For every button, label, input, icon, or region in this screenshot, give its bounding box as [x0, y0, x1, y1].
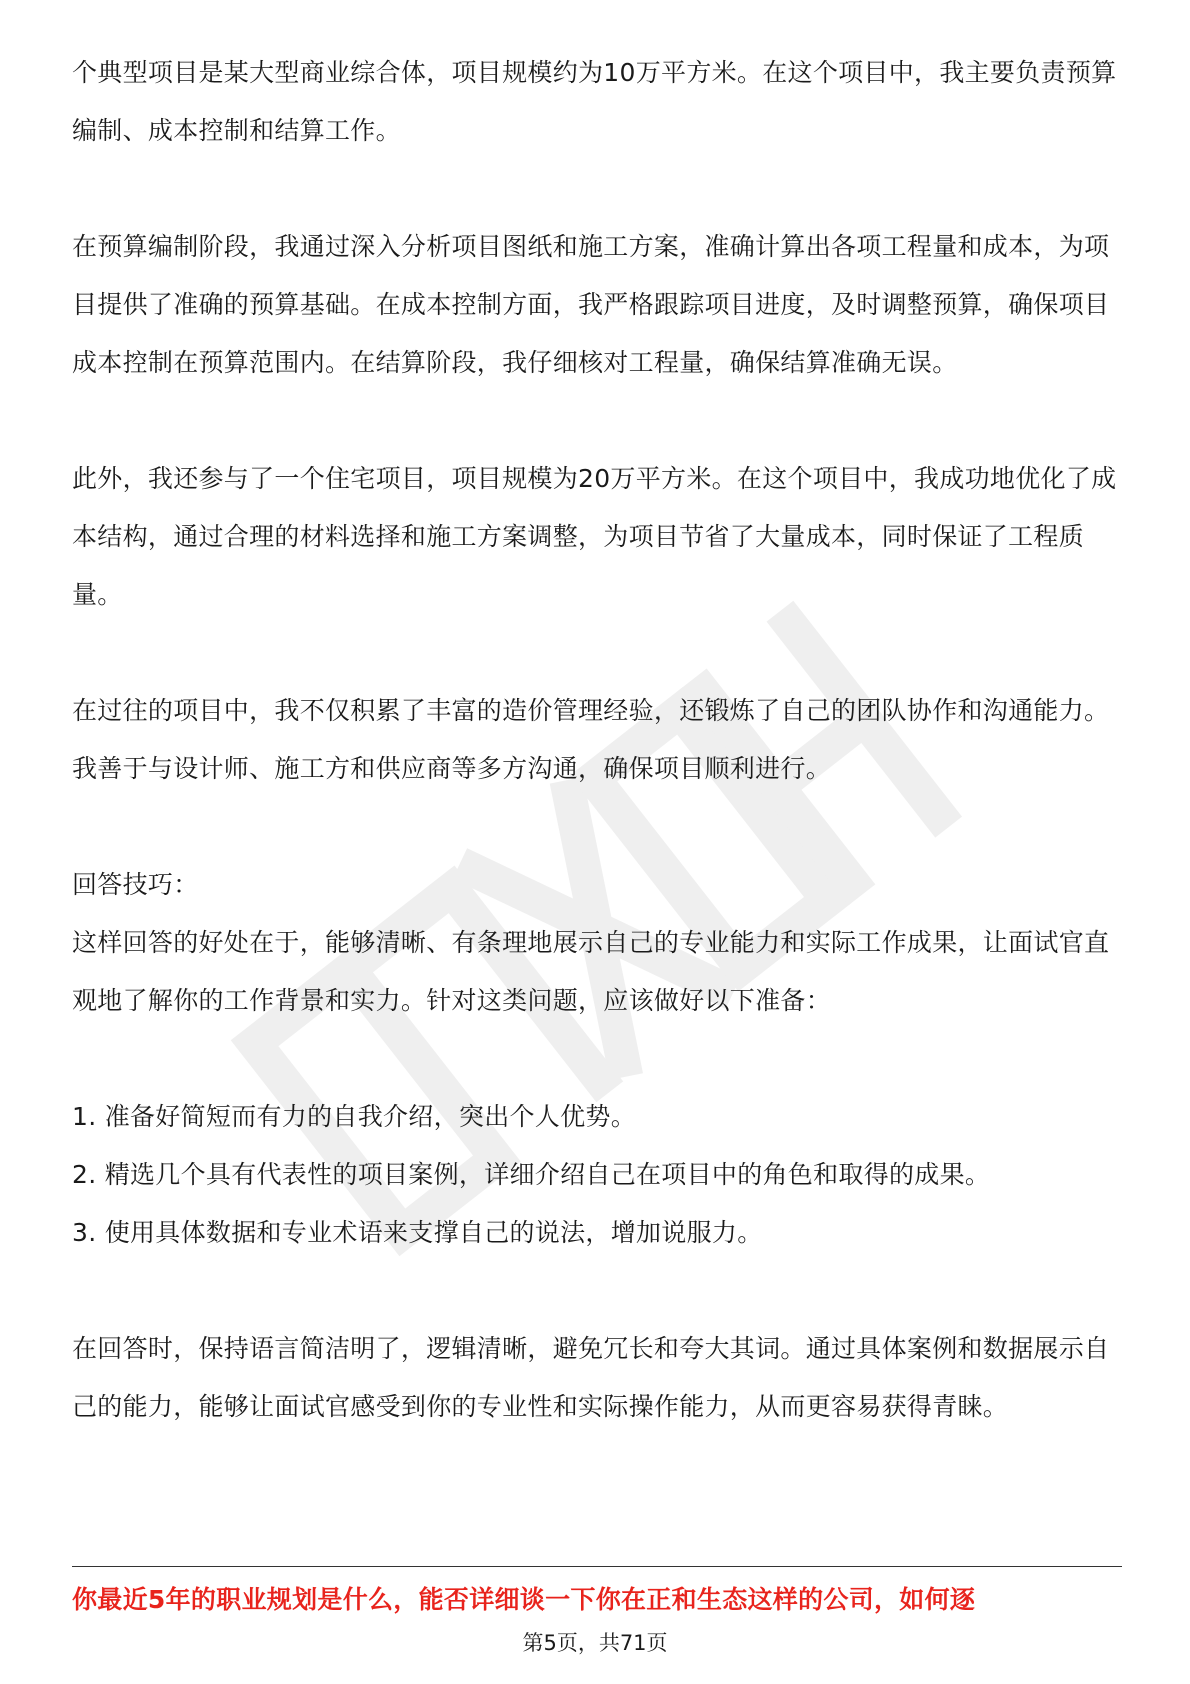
tips-intro: 这样回答的好处在于，能够清晰、有条理地展示自己的专业能力和实际工作成果，让面试官直观地了解你的工作背景和实力。针对这类问题，应该做好以下准备：: [72, 928, 1110, 1015]
page-number: 第5页，共71页: [522, 1631, 668, 1655]
list-item: 3. 使用具体数据和专业术语来支撑自己的说法，增加说服力。: [72, 1218, 763, 1247]
tips-closing: 在回答时，保持语言简洁明了，逻辑清晰，避免冗长和夸大其词。通过具体案例和数据展示自己的能力，能够让面试官感受到你的专业性和实际操作能力，从而更容易获得青睐。: [72, 1334, 1110, 1421]
question-divider: [72, 1566, 1122, 1567]
main-content: [72, 44, 1122, 1494]
next-question-heading: 你最近5年的职业规划是什么，能否详细谈一下你在正和生态这样的公司，如何逐: [72, 1585, 976, 1614]
list-item: 1. 准备好简短而有力的自我介绍，突出个人优势。: [72, 1102, 637, 1131]
tips-list: [72, 1088, 1122, 1262]
list-item: 2. 精选几个具有代表性的项目案例，详细介绍自己在项目中的角色和取得的成果。: [72, 1160, 991, 1189]
paragraph-experience-summary: 在过往的项目中，我不仅积累了丰富的造价管理经验，还锻炼了自己的团队协作和沟通能力。我善于与设计师、施工方和供应商等多方沟通，确保项目顺利进行。: [72, 696, 1110, 783]
tips-heading: 回答技巧：: [72, 870, 199, 899]
paragraph-budget-stages: 在预算编制阶段，我通过深入分析项目图纸和施工方案，准确计算出各项工程量和成本，为项目提供了准确的预算基础。在成本控制方面，我严格跟踪项目进度，及时调整预算，确保项目成本控制在预算范围内。在结算阶段，我仔细核对工程量，确保结算准确无误。: [72, 232, 1110, 377]
paragraph-project-commercial: 个典型项目是某大型商业综合体，项目规模约为10万平方米。在这个项目中，我主要负责预算编制、成本控制和结算工作。: [72, 58, 1117, 145]
paragraph-residential-project: 此外，我还参与了一个住宅项目，项目规模为20万平方米。在这个项目中，我成功地优化了成本结构，通过合理的材料选择和施工方案调整，为项目节省了大量成本，同时保证了工程质量。: [72, 464, 1117, 609]
